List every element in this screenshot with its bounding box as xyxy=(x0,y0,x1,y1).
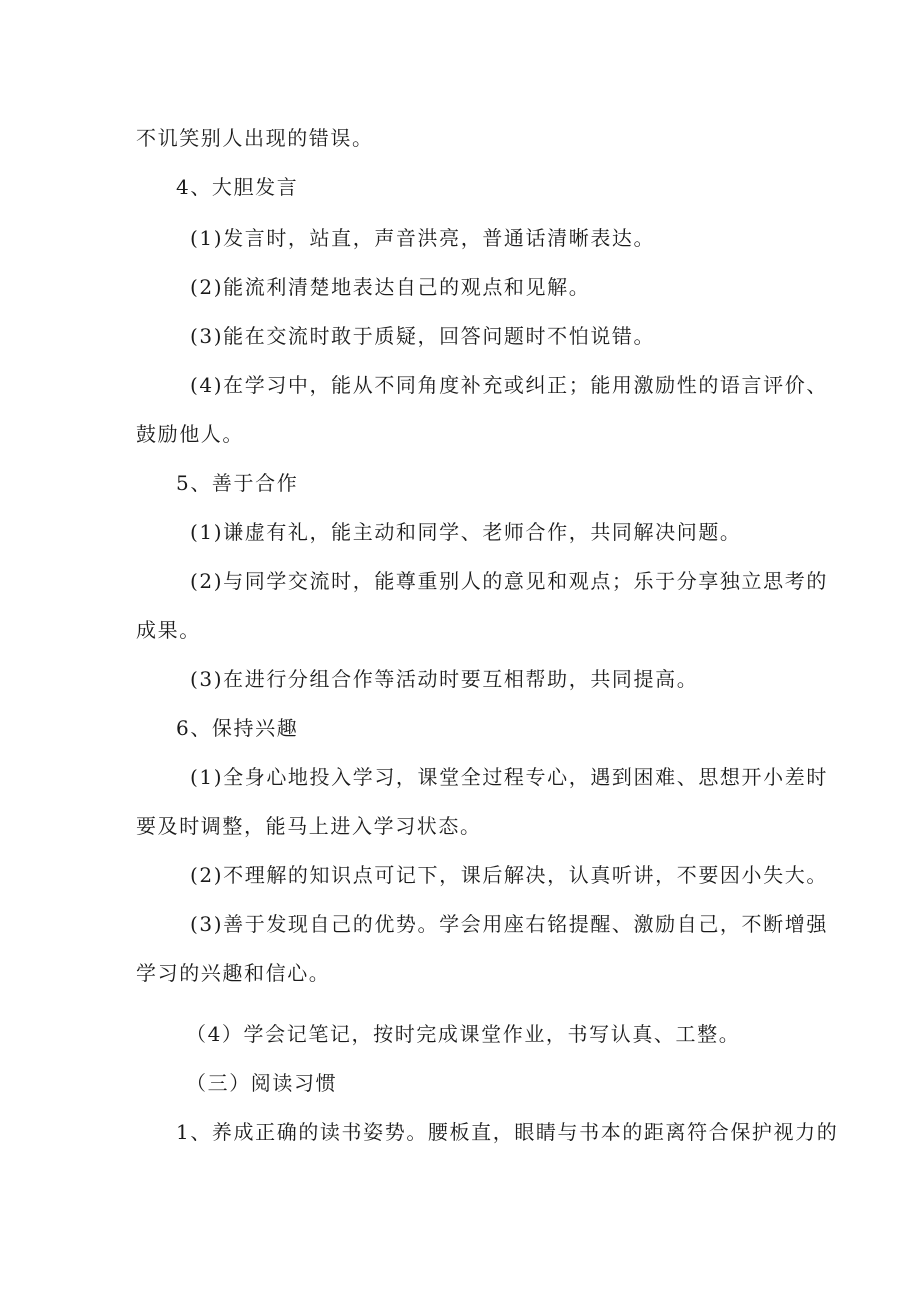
list-item-text: (3)善于发现自己的优势。学会用座右铭提醒、激励自己，不断增强 xyxy=(190,912,828,936)
section-heading: 4、大胆发言 xyxy=(176,175,299,199)
list-item-text: (1)发言时，站直，声音洪亮，普通话清晰表达。 xyxy=(190,226,656,250)
list-item-text: (4)在学习中，能从不同角度补充或纠正；能用激励性的语言评价、 xyxy=(190,373,828,397)
list-item-text: (2)能流利清楚地表达自己的观点和见解。 xyxy=(190,275,591,299)
body-text-line: 学习的兴趣和信心。 xyxy=(136,961,331,985)
list-item-text: (2)与同学交流时，能尊重别人的意见和观点；乐于分享独立思考的 xyxy=(190,569,828,593)
section-heading: 6、保持兴趣 xyxy=(176,716,299,740)
subsection-heading: （三）阅读习惯 xyxy=(186,1071,338,1095)
list-item-text: (3)在进行分组合作等活动时要互相帮助，共同提高。 xyxy=(190,667,699,691)
list-item-text: （4）学会记笔记，按时完成课堂作业，书写认真、工整。 xyxy=(186,1022,741,1046)
list-item-text: (2)不理解的知识点可记下，课后解决，认真听讲，不要因小失大。 xyxy=(190,863,828,887)
list-item-text: (3)能在交流时敢于质疑，回答问题时不怕说错。 xyxy=(190,324,656,348)
body-text-line: 要及时调整，能马上进入学习状态。 xyxy=(136,814,482,838)
body-text-line: 不讥笑别人出现的错误。 xyxy=(136,126,374,150)
list-item-text: 1、养成正确的读书姿势。腰板直，眼睛与书本的距离符合保护视力的 xyxy=(176,1120,839,1144)
list-item-text: (1)全身心地投入学习，课堂全过程专心，遇到困难、思想开小差时 xyxy=(190,765,828,789)
list-item-text: (1)谦虚有礼，能主动和同学、老师合作，共同解决问题。 xyxy=(190,520,742,544)
section-heading: 5、善于合作 xyxy=(176,471,299,495)
body-text-line: 鼓励他人。 xyxy=(136,422,244,446)
body-text-line: 成果。 xyxy=(136,618,201,642)
